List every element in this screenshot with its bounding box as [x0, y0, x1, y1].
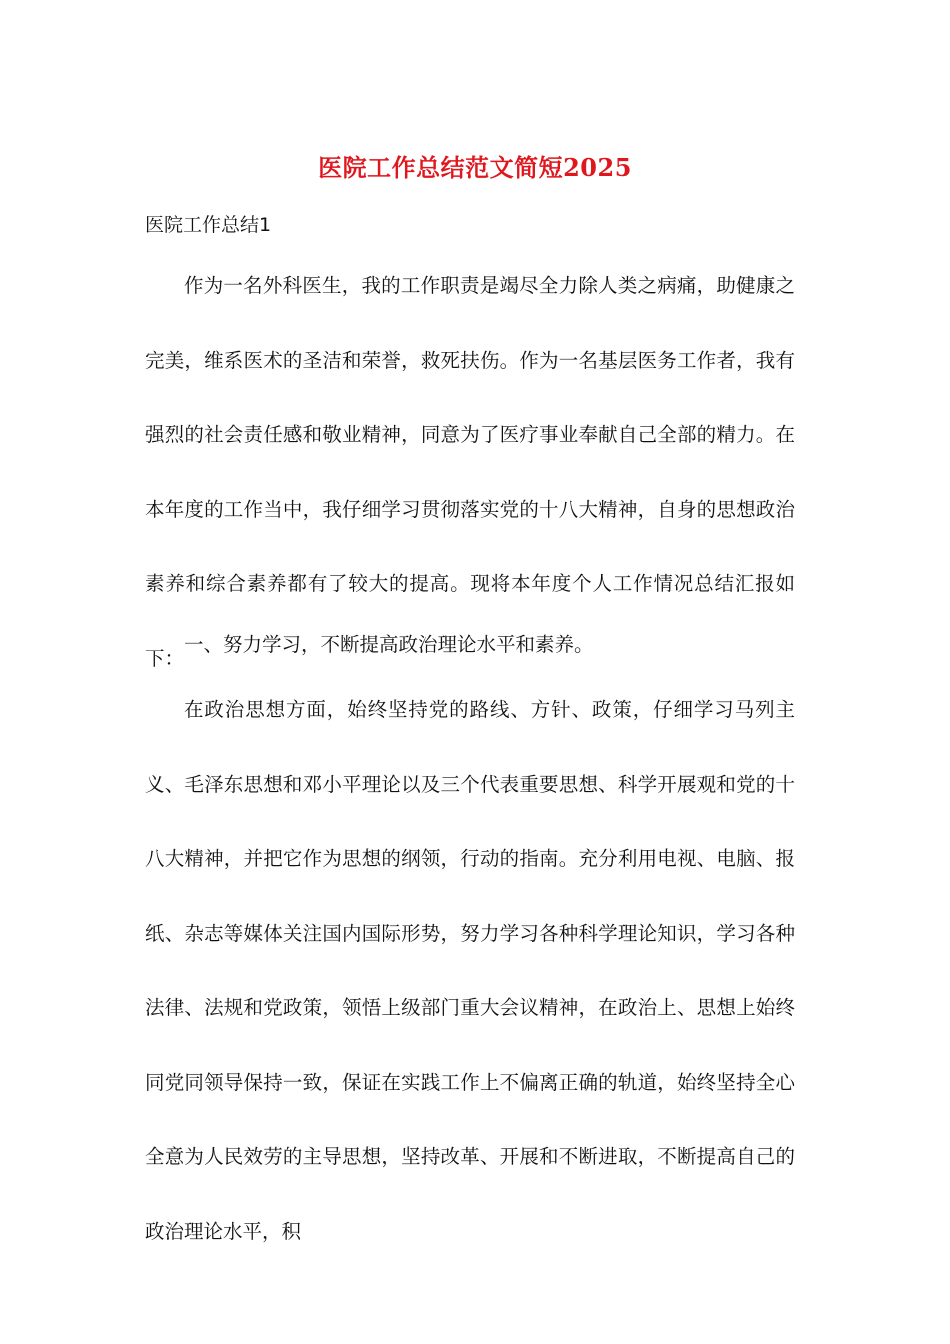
section-heading: 医院工作总结1 [145, 214, 272, 236]
paragraph-political: 在政治思想方面，始终坚持党的路线、方针、政策，仔细学习马列主义、毛泽东思想和邓小平理论以及三个代表重要思想、科学开展观和党的十八大精神，并把它作为思想的纲领，行动的指南。充分利用电视、电脑、报纸、杂志等媒体关注国内国际形势，努力学习各种科学理论知识，学习各种法律、法规和党政策，领悟上级部门重大会议精神，在政治上、思想上始终同党同领导保持一致，保证在实践工作上不偏离正确的轨道，始终坚持全心全意为人民效劳的主导思想，坚持改革、开展和不断进取，不断提高自己的政治理论水平，积 [145, 698, 795, 1243]
document-title: 医院工作总结范文简短2025 [318, 153, 632, 182]
paragraph-intro: 作为一名外科医生，我的工作职责是竭尽全力除人类之病痛，助健康之完美，维系医术的圣洁和荣誉，救死扶伤。作为一名基层医务工作者，我有强烈的社会责任感和敬业精神，同意为了医疗事业奉献自己全部的精力。在本年度的工作当中，我仔细学习贯彻落实党的十八大精神，自身的思想政治素养和综合素养都有了较大的提高。现将本年度个人工作情况总结汇报如下： [145, 274, 795, 670]
paragraph-subheading: 一、努力学习，不断提高政治理论水平和素养。 [184, 633, 594, 656]
